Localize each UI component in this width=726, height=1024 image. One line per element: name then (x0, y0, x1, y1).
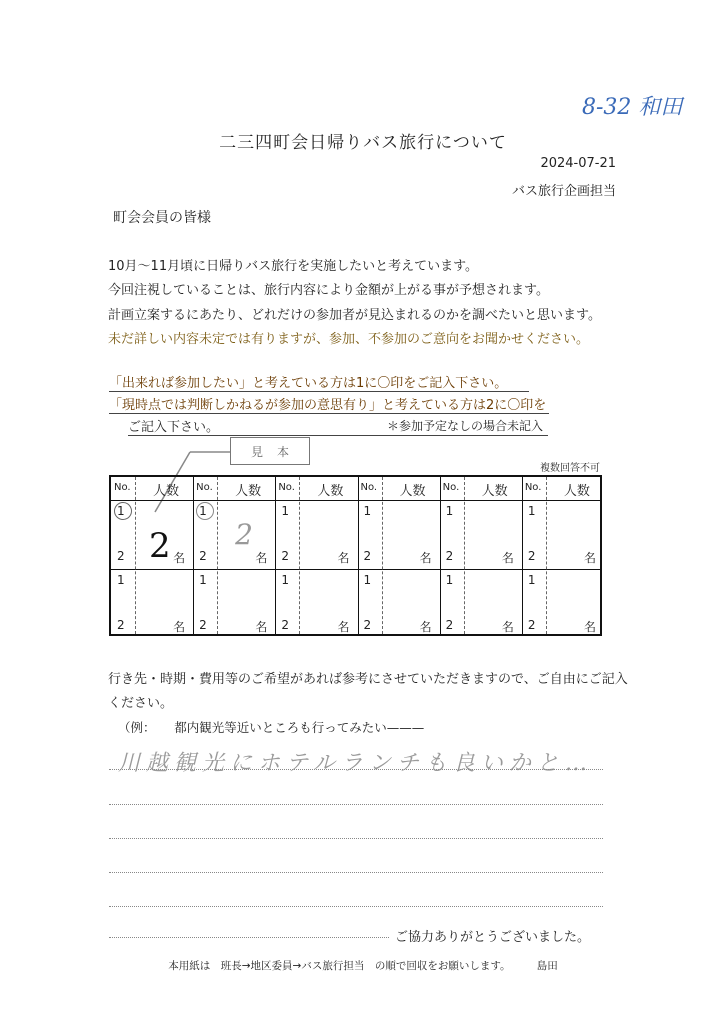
option-2: 2 (527, 549, 536, 563)
answer-line (109, 937, 389, 938)
example-text: （例： 都内観光等近いところも行ってみたい——— (118, 720, 425, 735)
option-2: 2 (363, 549, 372, 563)
circle-mark (114, 502, 132, 520)
option-1: 1 (199, 573, 207, 587)
option-2: 2 (527, 618, 536, 632)
answer-line (109, 872, 603, 873)
sample-label: 見本 (230, 437, 310, 465)
option-2: 2 (445, 618, 454, 632)
answer-line (109, 906, 603, 907)
col-header-no: No. (442, 482, 460, 493)
unit-label: 名 (337, 620, 350, 634)
option-2: 2 (199, 618, 207, 632)
col-header-count: 人数 (153, 484, 180, 499)
request-text: 行き先・時期・費用等のご希望があれば参考にさせていただきますので、ご自由にご記入 (108, 672, 628, 687)
option-1: 1 (199, 504, 207, 518)
col-header-count: 人数 (317, 484, 344, 499)
grid-line (135, 477, 136, 634)
answer-line (109, 769, 603, 770)
col-header-no: No. (196, 482, 213, 493)
col-header-no: No. (114, 482, 131, 493)
option-1: 1 (445, 504, 454, 518)
col-header-no: No. (524, 482, 542, 493)
option-1: 1 (281, 504, 289, 518)
unit-label: 名 (584, 620, 597, 634)
unit-label: 名 (419, 551, 432, 565)
grid-line (193, 477, 194, 634)
unit-label: 名 (419, 620, 432, 634)
unit-label: 名 (501, 620, 514, 634)
option-2: 2 (117, 618, 125, 632)
col-header-no: No. (278, 482, 295, 493)
handwritten-answer: 川越観光にホテルランチも良いかと… (118, 751, 593, 776)
grid-line (440, 477, 441, 634)
thanks-text: ご協力ありがとうございました。 (395, 930, 591, 945)
option-2: 2 (199, 549, 207, 563)
option-1: 1 (363, 504, 372, 518)
unit-label: 名 (501, 551, 514, 565)
option-2: 2 (363, 618, 372, 632)
unit-label: 名 (584, 551, 597, 565)
col-header-count: 人数 (563, 484, 590, 499)
option-2: 2 (281, 549, 289, 563)
unit-label: 名 (337, 551, 350, 565)
option-1: 1 (363, 573, 372, 587)
intro-line: 計画立案するにあたり、どれだけの参加者が見込まれるのかを調べたいと思います。 (108, 308, 601, 323)
multi-answer-note: 複数回答不可 (540, 463, 600, 474)
unit-label: 名 (173, 551, 186, 565)
grid-line (217, 477, 218, 634)
grid-line (111, 569, 600, 570)
intro-line-highlight: 未だ詳しい内容未定では有りますが、参加、不参加のご意向をお聞かせください。 (108, 332, 590, 347)
request-text: ください。 (108, 696, 174, 711)
option-1: 1 (527, 573, 536, 587)
instruction-line: 「現時点では判断しかねるが参加の意思有り」と考えている方は2に〇印を (109, 394, 549, 414)
col-header-no: No. (360, 482, 378, 493)
col-header-count: 人数 (481, 484, 508, 499)
grid-line (464, 477, 465, 634)
option-2: 2 (281, 618, 289, 632)
circle-mark (196, 502, 214, 520)
option-2: 2 (445, 549, 454, 563)
grid-line (546, 477, 547, 634)
option-1: 1 (117, 573, 125, 587)
instruction-line: ご記入下さい。 (128, 416, 548, 436)
grid-line (275, 477, 276, 634)
grid-line (358, 477, 359, 634)
option-1: 1 (117, 504, 125, 518)
greeting: 町会会員の皆様 (113, 210, 211, 226)
grid-line (111, 500, 600, 501)
sample-count-printed: 2 (149, 526, 171, 566)
instruction-line: 「出来れば参加したい」と考えている方は1に〇印をご記入下さい。 (109, 372, 529, 392)
grid-line (299, 477, 300, 634)
unit-label: 名 (173, 620, 186, 634)
note: ＊参加予定なしの場合未記入 (386, 419, 543, 433)
unit-label: 名 (255, 620, 268, 634)
page-title: 二三四町会日帰りバス旅行について (219, 133, 507, 153)
footer-note: 本用紙は 班長→地区委員→バス旅行担当 の順で回収をお願いします。 島田 (168, 960, 558, 972)
option-2: 2 (117, 549, 125, 563)
response-table (109, 475, 602, 636)
handwritten-stamp: 8-32 和田 (582, 95, 683, 120)
department: バス旅行企画担当 (511, 184, 616, 199)
grid-line (382, 477, 383, 634)
grid-line (522, 477, 523, 634)
sample-count-handwritten: 2 (235, 518, 253, 551)
unit-label: 名 (255, 551, 268, 565)
option-1: 1 (281, 573, 289, 587)
option-1: 1 (527, 504, 536, 518)
col-header-count: 人数 (399, 484, 426, 499)
answer-line (109, 804, 603, 805)
intro-line: 10月〜11月頃に日帰りバス旅行を実施したいと考えています。 (108, 259, 479, 274)
option-1: 1 (445, 573, 454, 587)
intro-line: 今回注視していることは、旅行内容により金額が上がる事が予想されます。 (108, 283, 549, 298)
document-date: 2024-07-21 (540, 156, 616, 171)
answer-line (109, 838, 603, 839)
col-header-count: 人数 (235, 484, 262, 499)
